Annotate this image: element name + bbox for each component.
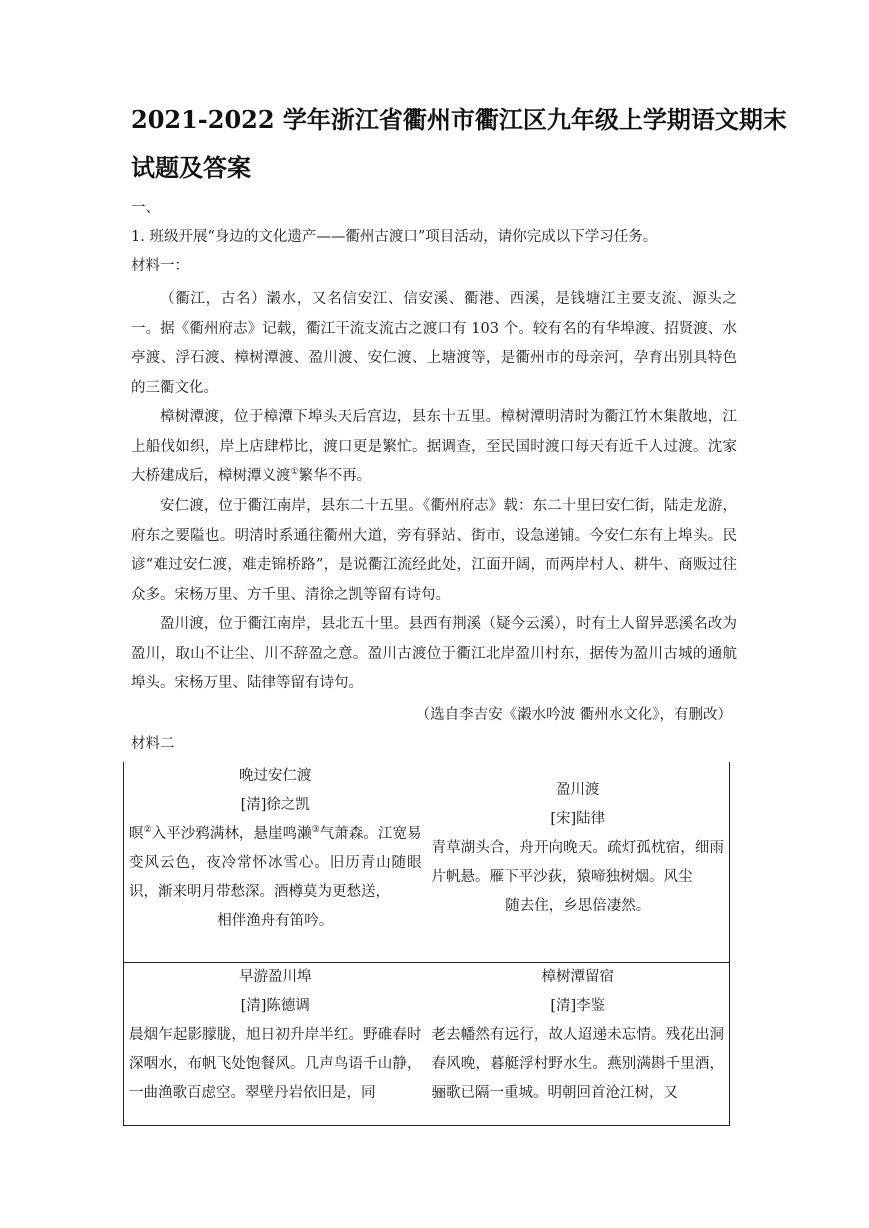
table-row xyxy=(124,963,730,1126)
poem-author: [清]陈德调 xyxy=(240,998,310,1014)
poem-title: 盈川渡 xyxy=(556,782,600,798)
poem-cell xyxy=(427,963,730,1126)
poem-text: 暝 xyxy=(129,826,144,842)
poem-last-line: 随去住，乡思倍凄然。 xyxy=(505,898,651,914)
material-1-label: 材料一： xyxy=(131,258,189,274)
poem-body: 老去幡然有远行，故人迢递未忘情。残花出洞春风晚，暮艇浮村野水生。燕别满斟千里酒，骊歌已隔一重城。明朝回首沧江树，又 xyxy=(431,1027,724,1101)
material-2-label: 材料二 xyxy=(131,736,175,752)
title-line-1: 2021-2022 学年浙江省衢州市衢江区九年级上学期语文期末 xyxy=(131,105,787,134)
poem-title: 早游盈川埠 xyxy=(239,969,312,985)
material-1-paragraph-4: 盈川渡，位于衢江南岸，县北五十里。县西有荆溪（疑今云溪），时有土人留异恶溪名改为盈川，取山不让尘、川不辞盈之意。盈川古渡位于衢江北岸盈川村东，据传为盈川古城的通航埠头。宋杨万里、陆律等留有诗句。 xyxy=(131,616,737,691)
question-1: 1. 班级开展“身边的文化遗产——衢州古渡口”项目活动，请你完成以下学习任务。 xyxy=(131,229,658,245)
poem-text: 入平沙鸦满林，悬崖鸣濑 xyxy=(151,826,312,842)
footnote-mark-3: ③ xyxy=(311,825,320,836)
material-1-paragraph-3: 安仁渡，位于衢江南岸，县东二十五里。《衢州府志》载：东二十里曰安仁街，陆走龙游，府东之要隘也。明清时系通往衢州大道，旁有驿站、街市，设急递铺。今安仁东有上埠头。民谚“难过安仁渡，难走锦桥路”，是说衢江流经此处，江面开阔，而两岸村人、耕牛、商贩过往众多。宋杨万里、方千里、清徐之凯等留有诗句。 xyxy=(131,498,737,603)
poem-author: [宋]陆律 xyxy=(550,811,606,827)
poem-cell xyxy=(427,762,730,963)
poem-body xyxy=(432,834,725,921)
source-citation: （选自李吉安《瀔水吟波 衢州水文化》，有删改） xyxy=(415,707,732,723)
footnote-mark-2: ② xyxy=(143,825,152,836)
poem-cell xyxy=(124,762,427,963)
poem-text: 青草湖头合，舟开向晚天。疏灯孤枕宿，细雨片帆悬。雁下平沙荻，猿啼独树烟。风尘 xyxy=(431,840,724,885)
paragraph-2-text: 樟树潭渡，位于樟潭下埠头天后宫边，县东十五里。樟树潭明清时为衢江竹木集散地，江上船伐如织，岸上店肆栉比，渡口更是繁忙。据调查，至民国时渡口每天有近千人过渡。沈家大桥建成后，樟树潭义渡 xyxy=(131,409,737,484)
paragraph-2-tail: 繁华不再。 xyxy=(298,468,372,484)
material-1-paragraph-1: （衢江，古名）瀔水，又名信安江、信安溪、衢港、西溪，是钱塘江主要支流、源头之一。据《衢州府志》记载，衢江干流支流古之渡口有 103 个。较有名的有华埠渡、招贤渡、水亭渡、浮石渡、樟树潭渡、盈川渡、安仁渡、上塘渡等，是衢州市的母亲河，孕育出别具特色的三衢文化。 xyxy=(131,291,737,396)
poem-title: 樟树潭留宿 xyxy=(541,969,614,985)
poem-author: [清]李鉴 xyxy=(550,998,606,1014)
table-row xyxy=(124,762,730,963)
poem-body: 晨烟乍起影朦胧，旭日初升岸半红。野碓春时深咽水，布帆飞处饱餐风。几声鸟语千山静，一曲渔歌百虑空。翠壁丹岩依旧是，同 xyxy=(129,1027,422,1101)
poems-table xyxy=(123,762,730,1126)
poem-author: [清]徐之凯 xyxy=(240,797,310,813)
section-label: 一、 xyxy=(131,200,160,216)
poem-title: 晚过安仁渡 xyxy=(239,768,312,784)
poem-text: 气萧森。江宽易变风云色，夜冷常怀冰雪心。旧历青山随眼识，渐来明月带愁深。酒樽莫为更愁送， xyxy=(129,826,422,900)
poem-cell xyxy=(124,963,427,1126)
material-1-paragraph-2 xyxy=(131,403,737,492)
poem-last-line: 相伴渔舟有笛吟。 xyxy=(217,913,334,929)
poem-body xyxy=(129,820,422,936)
footnote-mark-1: ① xyxy=(290,467,299,478)
title-line-2: 试题及答案 xyxy=(131,153,251,182)
